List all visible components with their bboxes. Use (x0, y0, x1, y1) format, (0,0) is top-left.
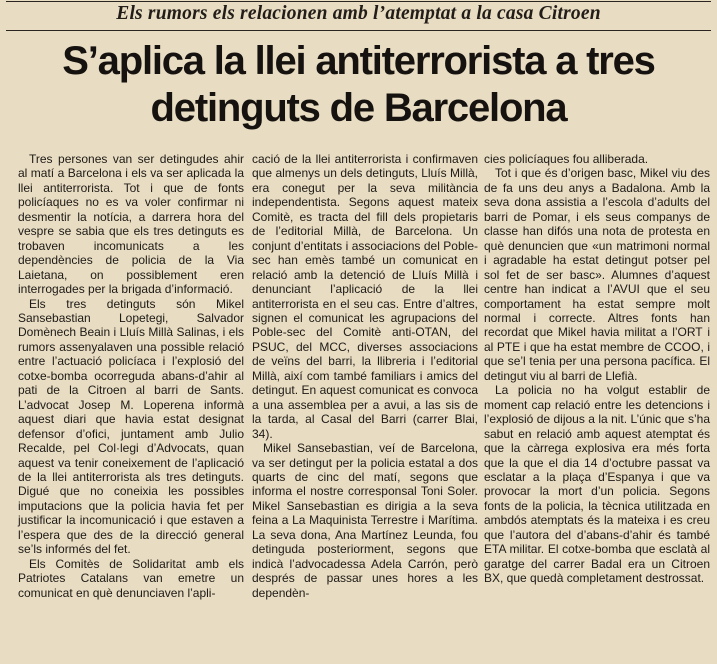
paragraph: Tres persones van ser detingudes ahir al matí a Barcelona i els va ser aplicada la llei antiterrorista. Tot i que de fonts policíaques no es va voler confirmar ni desmentir la notícia, a darrera hora del vespre se sabia que els tres detinguts es trobaven incomunicats a les dependències de policia de la Via Laietana, on possiblement eren interrogades per la brigada d’informació. (18, 152, 244, 297)
paragraph: Els Comitès de Solidaritat amb els Patriotes Catalans van emetre un comunicat en què denunciaven l’apli- (18, 556, 244, 600)
paragraph: Tot i que és d’origen basc, Mikel viu des de fa uns deu anys a Badalona. Amb la seva dona assistia a l’escola d’adults del barri de Pomar, i els seus companys de classe han difós una nota de protesta en què denuncien que «un matrimoni normal i agradable ha estat detingut potser pel sol fet de ser basc». Alumnes d’aquest centre han indicat a l’AVUI que el seu comportament ha estat sempre molt normal i correcte. Altres fonts han recordat que Mikel havia militat a l’ORT i al PTE i que ha estat membre de CCOO, i que se’l tenia per una persona pacífica. El detingut viu al barri de Llefià. (484, 166, 710, 383)
paragraph: cació de la llei antiterrorista i confirmaven que almenys un dels detinguts, Lluís Millà, era conegut per la seva militància independentista. Segons aquest mateix Comitè, es tracta del fill dels propietaris de l’editorial Millà, de Barcelona. Un conjunt d’entitats i associacions del Poble-sec han emès també un comunicat en relació amb la detenció de Lluís Millà i denunciant l’aplicació de la llei antiterrorista en el seu cas. Entre d’altres, signen el comunicat les agrupacions del Poble-sec del Comitè anti-OTAN, del PSUC, del MCC, diverses associacions de veïns del barri, la llibreria i l’editorial Millà, així com també familiars i amics del detingut. En aquest comunicat es convoca a una assemblea per a avui, a las sis de la tarda, al Casal del Barri (carrer Blai, 34). (252, 152, 478, 441)
paragraph: La policia no ha volgut establir de moment cap relació entre les detencions i l’explosió de dijous a la nit. L’únic que s’ha sabut en relació amb aquest atemptat és que la càrrega explosiva era més forta que la que el dia 14 d’octubre passat va esclatar a la plaça d’Espanya i que va provocar la mort d’un policia. Segons fonts de la policia, la tècnica utilitzada en ambdós atemptats és la mateixa i es creu que l’autora del d’abans-d’ahir és també ETA militar. El cotxe-bomba que esclatà al garatge del carrer Badal era un Citroen BX, que quedà completament destrossat. (484, 383, 710, 586)
column-2 (252, 152, 478, 600)
kicker-rule (6, 30, 711, 31)
kicker: Els rumors els relacionen amb l’atemptat a la casa Citroen (116, 3, 601, 24)
column-3 (484, 152, 710, 586)
paragraph: Mikel Sansebastian, veí de Barcelona, va ser detingut per la policia estatal a dos quarts de cinc del matí, segons que informa el nostre corresponsal Toni Soler. Mikel Sansebastian es dirigia a la seva feina a La Maquinista Terrestre i Marítima. La seva dona, Ana Martínez Leunda, fou detinguda posteriorment, segons que indicà l’advocadessa Adela Carrón, però després de passar unes hores a les dependèn- (252, 441, 478, 600)
top-rule (6, 1, 711, 2)
column-1 (18, 152, 244, 600)
paragraph: cies policíaques fou alliberada. (484, 152, 649, 166)
headline-line-2: detinguts de Barcelona (150, 86, 567, 130)
paragraph: Els tres detinguts són Mikel Sansebastian Lopetegi, Salvador Domènech Beain i Lluís Millà Salinas, i els rumors assenyalaven una possible relació entre l’actuació policíaca i l’explosió del cotxe-bomba ocorreguda abans-d’ahir al pati de la Citroen al barri de Sants. L’advocat Josep M. Loperena informà aquest diari que havia estat designat defensor d’ofici, juntament amb Julio Recalde, pel Col·legi d’Advocats, quan aquest va tenir coneixement de l’aplicació de la llei antiterrorista als tres detinguts. Digué que no coneixia les possibles imputacions que la policia havia fet per justificar la incomunicació i que estaven a l’espera que des de la direcció general se’ls informés del fet. (18, 296, 244, 557)
headline-line-1: S’aplica la llei antiterrorista a tres (62, 39, 655, 83)
headline (6, 38, 711, 132)
